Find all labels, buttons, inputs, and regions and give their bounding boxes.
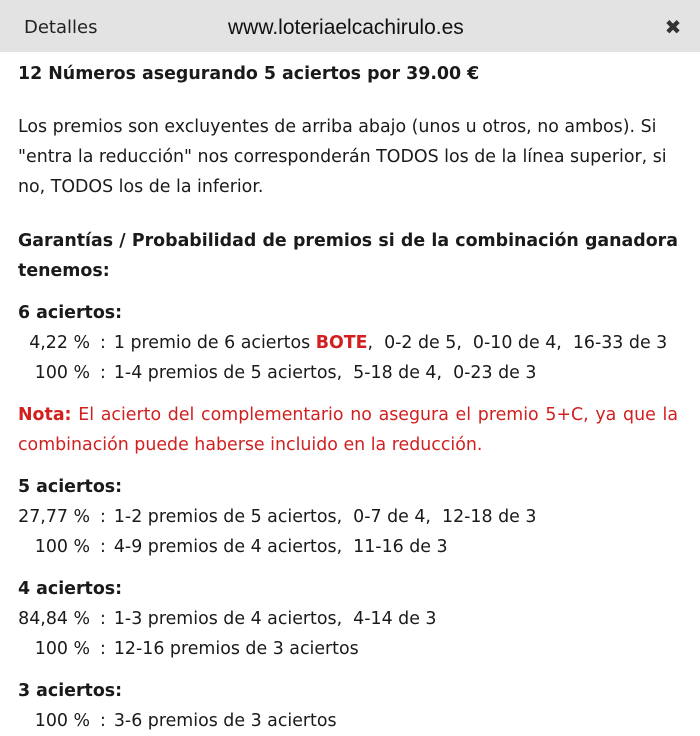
prize-description: 1-3 premios de 4 aciertos, 4-14 de 3 [113,609,437,629]
section-6-aciertos [18,298,678,388]
title-bar [0,0,700,52]
section-5-aciertos [18,472,678,562]
prize-description: 4-9 premios de 4 aciertos, 11-16 de 3 [113,537,448,557]
details-content [0,62,700,736]
note-text: El acierto del complementario no asegura el premio 5+C, ya que la combinación puede haberse incluido en la reducción. [18,405,678,455]
section-title: 4 aciertos: [18,579,123,599]
prize-description: 1-2 premios de 5 aciertos, 0-7 de 4, 12-18 de 3 [113,507,537,527]
prize-description: 1-4 premios de 5 aciertos, 5-18 de 4, 0-23 de 3 [113,363,537,383]
separator: : [100,333,106,353]
prize-row [18,358,678,388]
probability: 27,77 % [18,507,90,527]
separator: : [100,711,106,731]
prize-text: 1 premio de 6 aciertos [113,333,316,353]
bet-headline: 12 Números asegurando 5 aciertos por 39.00 € [18,64,480,84]
prize-description: 3-6 premios de 3 aciertos [113,711,337,731]
note-label: Nota: [18,405,72,425]
site-url: www.loteriaelcachirulo.es [228,16,464,39]
probability: 100 % [34,711,90,731]
probability: 100 % [34,537,90,557]
section-title: 5 aciertos: [18,477,123,497]
dialog-title: Detalles [24,17,98,38]
note [18,400,678,460]
separator: : [100,363,106,383]
guarantee-heading: Garantías / Probabilidad de premios si de la combinación ganadora tenemos: [18,231,678,281]
section-title: 6 aciertos: [18,303,123,323]
prize-row [18,706,678,736]
jackpot-label: BOTE [315,333,368,353]
probability: 100 % [34,639,90,659]
close-icon[interactable]: ✖ [664,15,682,39]
prize-row [18,328,678,358]
probability: 84,84 % [18,609,90,629]
separator: : [100,609,106,629]
section-4-aciertos [18,574,678,664]
prize-description: 12-16 premios de 3 aciertos [113,639,359,659]
prize-description [114,328,667,358]
prize-row [18,634,678,664]
separator: : [100,537,106,557]
prize-row [18,604,678,634]
separator: : [100,507,106,527]
separator: : [100,639,106,659]
section-3-aciertos [18,676,678,736]
section-title: 3 aciertos: [18,681,123,701]
prize-text-rest: , 0-2 de 5, 0-10 de 4, 16-33 de 3 [367,333,668,353]
probability: 100 % [34,363,90,383]
prize-row [18,502,678,532]
probability: 4,22 % [29,333,90,353]
prize-row [18,532,678,562]
intro-paragraph: Los premios son excluyentes de arriba abajo (unos u otros, no ambos). Si "entra la reducción" nos corresponderán TODOS los de la línea superior, si no, TODOS los de la inferior. [18,117,667,197]
